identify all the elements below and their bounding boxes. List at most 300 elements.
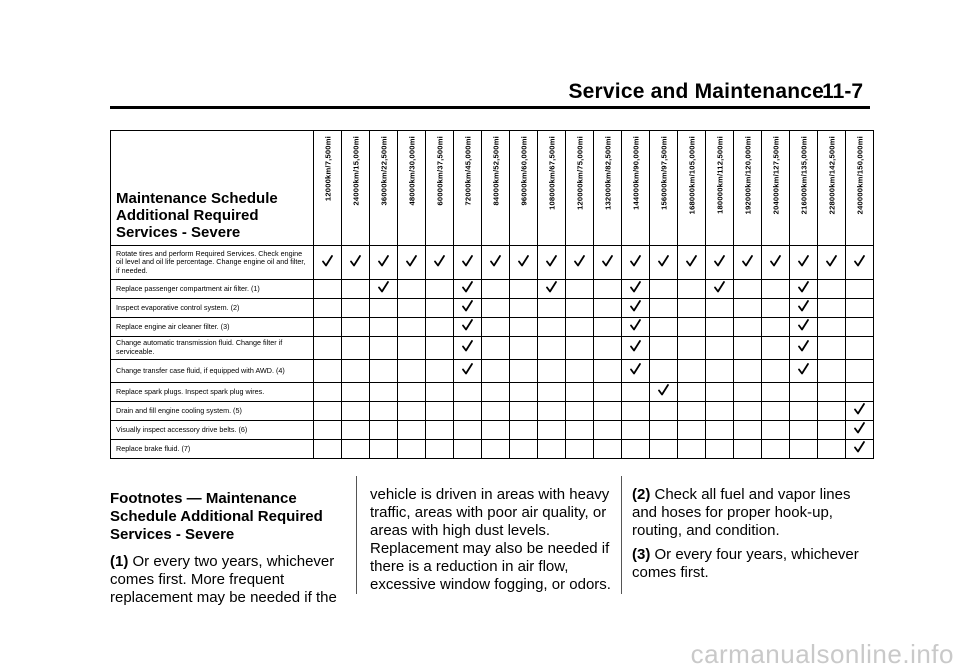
schedule-cell xyxy=(370,402,398,421)
interval-label: 168000km/105,000mi xyxy=(687,136,696,215)
schedule-cell xyxy=(650,337,678,360)
schedule-cell xyxy=(342,402,370,421)
schedule-cell xyxy=(398,402,426,421)
schedule-cell xyxy=(370,440,398,459)
interval-header xyxy=(426,131,454,246)
schedule-cell xyxy=(594,299,622,318)
schedule-cell xyxy=(622,318,650,337)
watermark: carmanualsonline.info xyxy=(690,639,954,669)
schedule-cell xyxy=(650,440,678,459)
interval-header xyxy=(790,131,818,246)
schedule-cell xyxy=(510,360,538,383)
schedule-cell xyxy=(706,360,734,383)
checkmark-icon xyxy=(482,254,509,272)
schedule-cell xyxy=(762,402,790,421)
footnotes-column-3 xyxy=(632,486,872,588)
interval-header xyxy=(454,131,482,246)
schedule-cell xyxy=(342,383,370,402)
schedule-cell xyxy=(538,440,566,459)
task-description: Visually inspect accessory drive belts. (6) xyxy=(111,421,314,440)
task-description: Rotate tires and perform Required Services. Check engine oil level and oil life percentage. Change engine oil and filter, if needed. xyxy=(111,246,314,280)
interval-label: 96000km/60,000mi xyxy=(519,136,528,206)
checkmark-icon xyxy=(706,280,733,298)
schedule-cell xyxy=(790,337,818,360)
schedule-cell xyxy=(342,280,370,299)
schedule-cell xyxy=(734,280,762,299)
schedule-cell xyxy=(314,246,342,280)
schedule-cell xyxy=(510,421,538,440)
checkmark-icon xyxy=(622,318,649,336)
schedule-cell xyxy=(846,421,874,440)
schedule-cell xyxy=(398,421,426,440)
task-description: Replace passenger compartment air filter. (1) xyxy=(111,280,314,299)
interval-header xyxy=(622,131,650,246)
schedule-cell xyxy=(370,337,398,360)
checkmark-icon xyxy=(678,254,705,272)
interval-label: 120000km/75,000mi xyxy=(575,136,584,210)
interval-label: 240000km/150,000mi xyxy=(855,136,864,215)
schedule-cell xyxy=(818,318,846,337)
interval-header xyxy=(342,131,370,246)
checkmark-icon xyxy=(314,254,341,272)
schedule-cell xyxy=(426,280,454,299)
schedule-cell xyxy=(342,360,370,383)
checkmark-icon xyxy=(398,254,425,272)
schedule-cell xyxy=(510,337,538,360)
schedule-cell xyxy=(426,402,454,421)
checkmark-icon xyxy=(370,254,397,272)
schedule-cell xyxy=(482,421,510,440)
schedule-cell xyxy=(538,421,566,440)
interval-label: 72000km/45,000mi xyxy=(463,136,472,206)
schedule-cell xyxy=(370,246,398,280)
schedule-cell xyxy=(314,299,342,318)
schedule-cell xyxy=(678,383,706,402)
interval-label: 108000km/67,500mi xyxy=(547,136,556,210)
schedule-cell xyxy=(622,421,650,440)
schedule-cell xyxy=(566,440,594,459)
footnote-2-text: Check all fuel and vapor lines and hoses for proper hook-up, routing, and condition. xyxy=(632,486,851,539)
schedule-cell xyxy=(538,299,566,318)
schedule-cell xyxy=(818,360,846,383)
schedule-cell xyxy=(818,440,846,459)
schedule-cell xyxy=(678,299,706,318)
schedule-cell xyxy=(594,402,622,421)
interval-label: 144000km/90,000mi xyxy=(631,136,640,210)
schedule-cell xyxy=(734,440,762,459)
schedule-cell xyxy=(342,337,370,360)
schedule-cell xyxy=(566,280,594,299)
schedule-cell xyxy=(426,299,454,318)
footnote-1-continued: vehicle is driven in areas with heavy traffic, areas with poor air quality, or areas with high dust levels. Replacement may also be needed if there is a reduction in air flow, excessive window fogging, or odors. xyxy=(370,486,611,593)
schedule-cell xyxy=(314,318,342,337)
schedule-cell xyxy=(818,280,846,299)
table-row xyxy=(111,440,874,459)
table-row xyxy=(111,421,874,440)
footnote-3 xyxy=(632,546,872,582)
checkmark-icon xyxy=(454,299,481,317)
schedule-cell xyxy=(734,318,762,337)
schedule-cell xyxy=(846,318,874,337)
schedule-cell xyxy=(846,360,874,383)
checkmark-icon xyxy=(622,362,649,380)
interval-header xyxy=(566,131,594,246)
schedule-cell xyxy=(678,318,706,337)
interval-label: 12000km/7,500mi xyxy=(323,136,332,202)
schedule-cell xyxy=(622,337,650,360)
checkmark-icon xyxy=(454,362,481,380)
checkmark-icon xyxy=(790,362,817,380)
checkmark-icon xyxy=(622,254,649,272)
schedule-cell xyxy=(342,299,370,318)
schedule-cell xyxy=(622,246,650,280)
schedule-cell xyxy=(706,280,734,299)
schedule-cell xyxy=(566,402,594,421)
schedule-cell xyxy=(734,402,762,421)
interval-header xyxy=(762,131,790,246)
checkmark-icon xyxy=(454,318,481,336)
schedule-cell xyxy=(482,440,510,459)
schedule-cell xyxy=(314,360,342,383)
schedule-cell xyxy=(594,421,622,440)
schedule-cell xyxy=(398,337,426,360)
checkmark-icon xyxy=(370,280,397,298)
schedule-cell xyxy=(678,402,706,421)
interval-header xyxy=(818,131,846,246)
schedule-cell xyxy=(790,246,818,280)
schedule-cell xyxy=(846,337,874,360)
schedule-cell xyxy=(370,383,398,402)
schedule-cell xyxy=(342,440,370,459)
schedule-cell xyxy=(426,383,454,402)
footnote-2 xyxy=(632,486,872,540)
footnote-3-number: (3) xyxy=(632,546,651,563)
schedule-cell xyxy=(454,360,482,383)
schedule-cell xyxy=(398,280,426,299)
schedule-cell xyxy=(454,402,482,421)
schedule-cell xyxy=(846,440,874,459)
schedule-cell xyxy=(650,280,678,299)
footnote-1 xyxy=(110,553,342,607)
schedule-cell xyxy=(510,299,538,318)
interval-label: 36000km/22,500mi xyxy=(379,136,388,206)
task-description: Drain and fill engine cooling system. (5) xyxy=(111,402,314,421)
schedule-cell xyxy=(566,318,594,337)
interval-header xyxy=(538,131,566,246)
schedule-cell xyxy=(314,421,342,440)
interval-header xyxy=(314,131,342,246)
checkmark-icon xyxy=(706,254,733,272)
checkmark-icon xyxy=(510,254,537,272)
schedule-cell xyxy=(762,246,790,280)
schedule-cell xyxy=(846,280,874,299)
schedule-cell xyxy=(510,383,538,402)
table-row xyxy=(111,280,874,299)
schedule-cell xyxy=(454,246,482,280)
schedule-cell xyxy=(706,440,734,459)
footnote-1-number: (1) xyxy=(110,553,129,570)
footnote-2-number: (2) xyxy=(632,486,651,503)
schedule-cell xyxy=(482,360,510,383)
schedule-cell xyxy=(790,280,818,299)
schedule-cell xyxy=(594,318,622,337)
interval-label: 192000km/120,000mi xyxy=(743,136,752,215)
schedule-cell xyxy=(678,440,706,459)
schedule-cell xyxy=(398,318,426,337)
schedule-cell xyxy=(426,360,454,383)
table-title: Maintenance Schedule Additional Required Services - Severe xyxy=(111,131,314,246)
schedule-cell xyxy=(846,299,874,318)
schedule-cell xyxy=(510,246,538,280)
checkmark-icon xyxy=(734,254,761,272)
checkmark-icon xyxy=(650,254,677,272)
schedule-cell xyxy=(706,318,734,337)
schedule-cell xyxy=(538,383,566,402)
schedule-cell xyxy=(398,360,426,383)
schedule-cell xyxy=(762,360,790,383)
schedule-cell xyxy=(314,280,342,299)
schedule-cell xyxy=(846,246,874,280)
schedule-cell xyxy=(678,337,706,360)
schedule-cell xyxy=(454,383,482,402)
schedule-cell xyxy=(398,383,426,402)
interval-label: 60000km/37,500mi xyxy=(435,136,444,206)
table-row xyxy=(111,299,874,318)
checkmark-icon xyxy=(790,318,817,336)
checkmark-icon xyxy=(790,254,817,272)
schedule-cell xyxy=(342,246,370,280)
schedule-cell xyxy=(734,337,762,360)
schedule-cell xyxy=(370,318,398,337)
schedule-cell xyxy=(650,421,678,440)
schedule-cell xyxy=(790,421,818,440)
schedule-cell xyxy=(370,421,398,440)
schedule-cell xyxy=(706,299,734,318)
schedule-cell xyxy=(454,318,482,337)
schedule-cell xyxy=(622,360,650,383)
schedule-cell xyxy=(482,383,510,402)
checkmark-icon xyxy=(454,339,481,357)
schedule-cell xyxy=(762,440,790,459)
page-number: 11-7 xyxy=(822,80,863,103)
schedule-cell xyxy=(482,280,510,299)
schedule-cell xyxy=(678,421,706,440)
footnotes-column-2 xyxy=(370,486,620,600)
schedule-cell xyxy=(426,246,454,280)
schedule-cell xyxy=(678,246,706,280)
schedule-cell xyxy=(426,318,454,337)
checkmark-icon xyxy=(594,254,621,272)
schedule-cell xyxy=(594,360,622,383)
schedule-cell xyxy=(734,360,762,383)
schedule-cell xyxy=(594,246,622,280)
checkmark-icon xyxy=(790,299,817,317)
schedule-cell xyxy=(706,421,734,440)
interval-label: 24000km/15,000mi xyxy=(351,136,360,206)
table-row xyxy=(111,383,874,402)
maintenance-schedule-table xyxy=(110,130,874,459)
schedule-cell xyxy=(426,337,454,360)
schedule-cell xyxy=(790,360,818,383)
schedule-cell xyxy=(706,246,734,280)
schedule-cell xyxy=(762,299,790,318)
schedule-cell xyxy=(622,402,650,421)
schedule-cell xyxy=(706,402,734,421)
schedule-cell xyxy=(342,318,370,337)
checkmark-icon xyxy=(790,280,817,298)
page-header-title: Service and Maintenance xyxy=(568,80,824,103)
checkmark-icon xyxy=(762,254,789,272)
schedule-cell xyxy=(370,299,398,318)
checkmark-icon xyxy=(454,280,481,298)
footnotes-heading: Footnotes — Maintenance Schedule Additional Required Services - Severe xyxy=(110,490,323,543)
schedule-cell xyxy=(706,337,734,360)
schedule-cell xyxy=(566,337,594,360)
schedule-cell xyxy=(314,383,342,402)
interval-label: 132000km/82,500mi xyxy=(603,136,612,210)
schedule-cell xyxy=(538,280,566,299)
schedule-cell xyxy=(454,280,482,299)
schedule-cell xyxy=(538,360,566,383)
schedule-cell xyxy=(370,280,398,299)
schedule-cell xyxy=(846,383,874,402)
checkmark-icon xyxy=(566,254,593,272)
schedule-cell xyxy=(482,299,510,318)
task-description: Replace brake fluid. (7) xyxy=(111,440,314,459)
schedule-cell xyxy=(482,246,510,280)
interval-header xyxy=(706,131,734,246)
schedule-cell xyxy=(594,337,622,360)
table-header-row xyxy=(111,131,874,246)
interval-label: 84000km/52,500mi xyxy=(491,136,500,206)
schedule-cell xyxy=(510,280,538,299)
schedule-cell xyxy=(734,383,762,402)
schedule-cell xyxy=(342,421,370,440)
schedule-cell xyxy=(510,440,538,459)
checkmark-icon xyxy=(622,339,649,357)
checkmark-icon xyxy=(538,254,565,272)
task-description: Inspect evaporative control system. (2) xyxy=(111,299,314,318)
checkmark-icon xyxy=(426,254,453,272)
table-row xyxy=(111,360,874,383)
task-description: Change transfer case fluid, if equipped with AWD. (4) xyxy=(111,360,314,383)
interval-header xyxy=(510,131,538,246)
task-description: Change automatic transmission fluid. Change filter if serviceable. xyxy=(111,337,314,360)
column-divider xyxy=(621,476,622,594)
table-row xyxy=(111,246,874,280)
task-description: Replace spark plugs. Inspect spark plug wires. xyxy=(111,383,314,402)
schedule-cell xyxy=(818,337,846,360)
interval-header xyxy=(482,131,510,246)
interval-header xyxy=(846,131,874,246)
schedule-cell xyxy=(594,383,622,402)
schedule-cell xyxy=(370,360,398,383)
schedule-cell xyxy=(398,246,426,280)
checkmark-icon xyxy=(538,280,565,298)
schedule-cell xyxy=(762,318,790,337)
interval-label: 48000km/30,000mi xyxy=(407,136,416,206)
schedule-cell xyxy=(594,280,622,299)
schedule-cell xyxy=(622,440,650,459)
schedule-cell xyxy=(314,337,342,360)
schedule-cell xyxy=(678,280,706,299)
schedule-cell xyxy=(566,421,594,440)
schedule-cell xyxy=(790,318,818,337)
table-row xyxy=(111,337,874,360)
schedule-cell xyxy=(762,383,790,402)
interval-label: 204000km/127,500mi xyxy=(771,136,780,215)
header-rule xyxy=(110,106,870,109)
interval-label: 180000km/112,500mi xyxy=(715,136,724,214)
interval-header xyxy=(594,131,622,246)
schedule-cell xyxy=(538,402,566,421)
schedule-cell xyxy=(790,440,818,459)
column-divider xyxy=(356,476,357,594)
table-body xyxy=(111,246,874,459)
schedule-cell xyxy=(538,337,566,360)
interval-label: 228000km/142,500mi xyxy=(827,136,836,215)
table-row xyxy=(111,402,874,421)
schedule-cell xyxy=(454,299,482,318)
schedule-cell xyxy=(818,299,846,318)
checkmark-icon xyxy=(818,254,845,272)
schedule-cell xyxy=(398,440,426,459)
schedule-cell xyxy=(762,337,790,360)
interval-header xyxy=(398,131,426,246)
interval-label: 156000km/97,500mi xyxy=(659,136,668,210)
interval-header xyxy=(370,131,398,246)
schedule-cell xyxy=(426,421,454,440)
schedule-cell xyxy=(818,246,846,280)
footnote-1-text: Or every two years, whichever comes first. More frequent replacement may be needed if the xyxy=(110,553,337,606)
schedule-cell xyxy=(818,383,846,402)
task-description: Replace engine air cleaner filter. (3) xyxy=(111,318,314,337)
schedule-cell xyxy=(706,383,734,402)
interval-header xyxy=(678,131,706,246)
schedule-cell xyxy=(482,318,510,337)
schedule-cell xyxy=(426,440,454,459)
interval-label: 216000km/135,000mi xyxy=(799,136,808,215)
schedule-cell xyxy=(622,383,650,402)
schedule-cell xyxy=(566,246,594,280)
interval-header xyxy=(734,131,762,246)
schedule-cell xyxy=(622,280,650,299)
schedule-cell xyxy=(482,337,510,360)
checkmark-icon xyxy=(846,440,873,458)
table-row xyxy=(111,318,874,337)
checkmark-icon xyxy=(650,383,677,401)
schedule-cell xyxy=(314,440,342,459)
footnotes-column-1 xyxy=(110,490,342,613)
schedule-cell xyxy=(566,299,594,318)
interval-header xyxy=(650,131,678,246)
schedule-cell xyxy=(650,402,678,421)
schedule-cell xyxy=(538,246,566,280)
checkmark-icon xyxy=(846,254,873,272)
schedule-cell xyxy=(314,402,342,421)
schedule-cell xyxy=(650,299,678,318)
schedule-cell xyxy=(482,402,510,421)
schedule-cell xyxy=(566,383,594,402)
checkmark-icon xyxy=(622,299,649,317)
checkmark-icon xyxy=(846,402,873,420)
schedule-cell xyxy=(790,299,818,318)
checkmark-icon xyxy=(622,280,649,298)
schedule-cell xyxy=(454,440,482,459)
checkmark-icon xyxy=(790,339,817,357)
schedule-cell xyxy=(818,402,846,421)
schedule-cell xyxy=(454,337,482,360)
